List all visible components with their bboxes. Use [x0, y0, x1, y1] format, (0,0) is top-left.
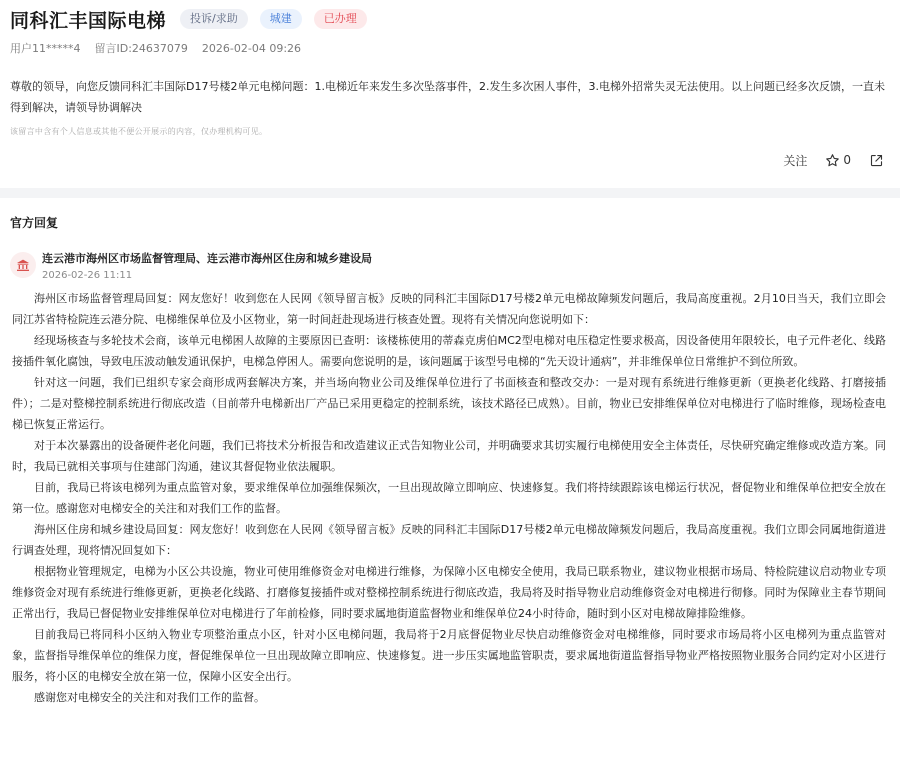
reply-paragraph: 海州区市场监督管理局回复：网友您好！收到您在人民网《领导留言板》反映的同科汇丰国际D17号楼2单元电梯故障频发问题后，我局高度重视。2月10日当天，我们立即会同江苏省特检院连云港分院、电梯维保单位及小区物业，第一时间赶赴现场进行核查处置。现将有关情况向您说明如下：: [12, 292, 886, 326]
section-divider: [0, 188, 900, 198]
message-header: [0, 0, 900, 171]
reply-paragraph: 经现场核查与多轮技术会商，该单元电梯困人故障的主要原因已查明：该楼栋使用的蒂森克虏伯MC2型电梯对电压稳定性要求极高，因设备使用年限较长，电子元件老化、线路接插件氧化腐蚀，导致电压波动触发通讯保护，电梯急停困人。需要向您说明的是，该问题属于该型号电梯的“先天设计通病”，并非维保单位日常维护不到位所致。: [12, 334, 886, 368]
department-avatar: [10, 252, 36, 278]
status-badge: 已办理: [314, 9, 367, 29]
message-id: 留言ID:24637079: [94, 42, 188, 55]
user-name: 用户11*****4: [10, 42, 81, 55]
reply-body: [0, 281, 900, 708]
message-meta: [10, 40, 890, 56]
share-button[interactable]: [869, 153, 884, 168]
reply-paragraph: 针对这一问题，我们已组织专家会商形成两套解决方案，并当场向物业公司及维保单位进行了书面核查和整改交办：一是对现有系统进行维修更新（更换老化线路、打磨接插件）；二是对整梯控制系统进行彻底改造（目前蒂升电梯新出厂产品已采用更稳定的控制系统，该技术路径已成熟）。目前，物业已安排维保单位对电梯进行了临时维修，现场检查电梯已恢复正常运行。: [12, 376, 886, 431]
action-bar: [10, 149, 890, 171]
reply-paragraph: 目前，我局已将该电梯列为重点监管对象，要求维保单位加强维保频次，一旦出现故障立即响应、快速修复。我们将持续跟踪该电梯运行状况，督促物业和维保单位把安全放在第一位。感谢您对电梯安全的关注和对我们工作的监督。: [12, 481, 886, 515]
official-reply-heading: 官方回复: [10, 216, 59, 230]
privacy-disclaimer: 该留言中含有个人信息或其他不便公开展示的内容，仅办理机构可见。: [10, 127, 268, 136]
reply-paragraph: 对于本次暴露出的设备硬件老化问题，我们已将技术分析报告和改造建议正式告知物业公司，并明确要求其切实履行电梯使用安全主体责任，尽快研究确定维修或改造方案。同时，我局已就相关事项与住建部门沟通，建议其督促物业依法履职。: [12, 439, 886, 473]
reply-paragraph: 海州区住房和城乡建设局回复：网友您好！收到您在人民网《领导留言板》反映的同科汇丰国际D17号楼2单元电梯故障频发问题后，我局高度重视。我们立即会同属地街道进行调查处理，现将情况回复如下：: [12, 523, 886, 557]
reply-date: 2026-02-26 11:11: [42, 270, 133, 281]
share-icon: [869, 153, 884, 168]
star-button[interactable]: [825, 153, 851, 168]
reply-header: [0, 234, 900, 281]
tag-domain[interactable]: 城建: [260, 9, 302, 29]
tag-category[interactable]: 投诉/求助: [180, 9, 248, 29]
reply-department: 连云港市海州区市场监督管理局、连云港市海州区住房和城乡建设局: [42, 252, 372, 265]
message-datetime: 2026-02-04 09:26: [201, 41, 302, 55]
reply-paragraph: 目前我局已将同科小区纳入物业专项整治重点小区，针对小区电梯问题，我局将于2月底督促物业尽快启动维修资金对电梯维修，同时要求市场局将小区电梯列为重点监管对象，监督指导维保单位的维保力度，督促维保单位一旦出现故障立即响应、快速修复。进一步压实属地监管职责，要求属地街道监督指导物业严格按照物业服务合同约定对小区进行服务，将小区的电梯安全放在第一位，保障小区安全出行。: [12, 628, 886, 683]
star-icon: [825, 153, 840, 168]
reply-paragraph: 根据物业管理规定，电梯为小区公共设施，物业可使用维修资金对电梯进行维修，为保障小区电梯安全使用，我局已联系物业，建议物业根据市场局、特检院建议启动物业专项维修资金对现有系统进行维修更新，更换老化线路、打磨修复接插件或对整梯控制系统进行彻底改造，我局将及时指导物业启动维修资金对电梯进行彻修。同时为保障业主春节期间正常出行，我局已督促物业安排维保单位对电梯进行了年前检修，同时要求属地街道监督物业和维保单位24小时待命，随时到小区对电梯故障排险维修。: [12, 565, 886, 620]
reply-meta: [42, 248, 372, 281]
title-row: [10, 4, 890, 34]
star-count: 0: [843, 153, 851, 167]
reply-paragraph: 感谢您对电梯安全的关注和对我们工作的监督。: [34, 691, 265, 704]
follow-button[interactable]: 关注: [783, 153, 808, 168]
page-title: 同科汇丰国际电梯: [10, 9, 167, 32]
message-content: 尊敬的领导，向您反馈同科汇丰国际D17号楼2单元电梯问题：1.电梯近年来发生多次坠落事件，2.发生多次困人事件，3.电梯外招常失灵无法使用。以上问题已经多次反馈，一直未得到解决，请领导协调解决: [10, 80, 885, 114]
government-building-icon: [15, 257, 31, 273]
